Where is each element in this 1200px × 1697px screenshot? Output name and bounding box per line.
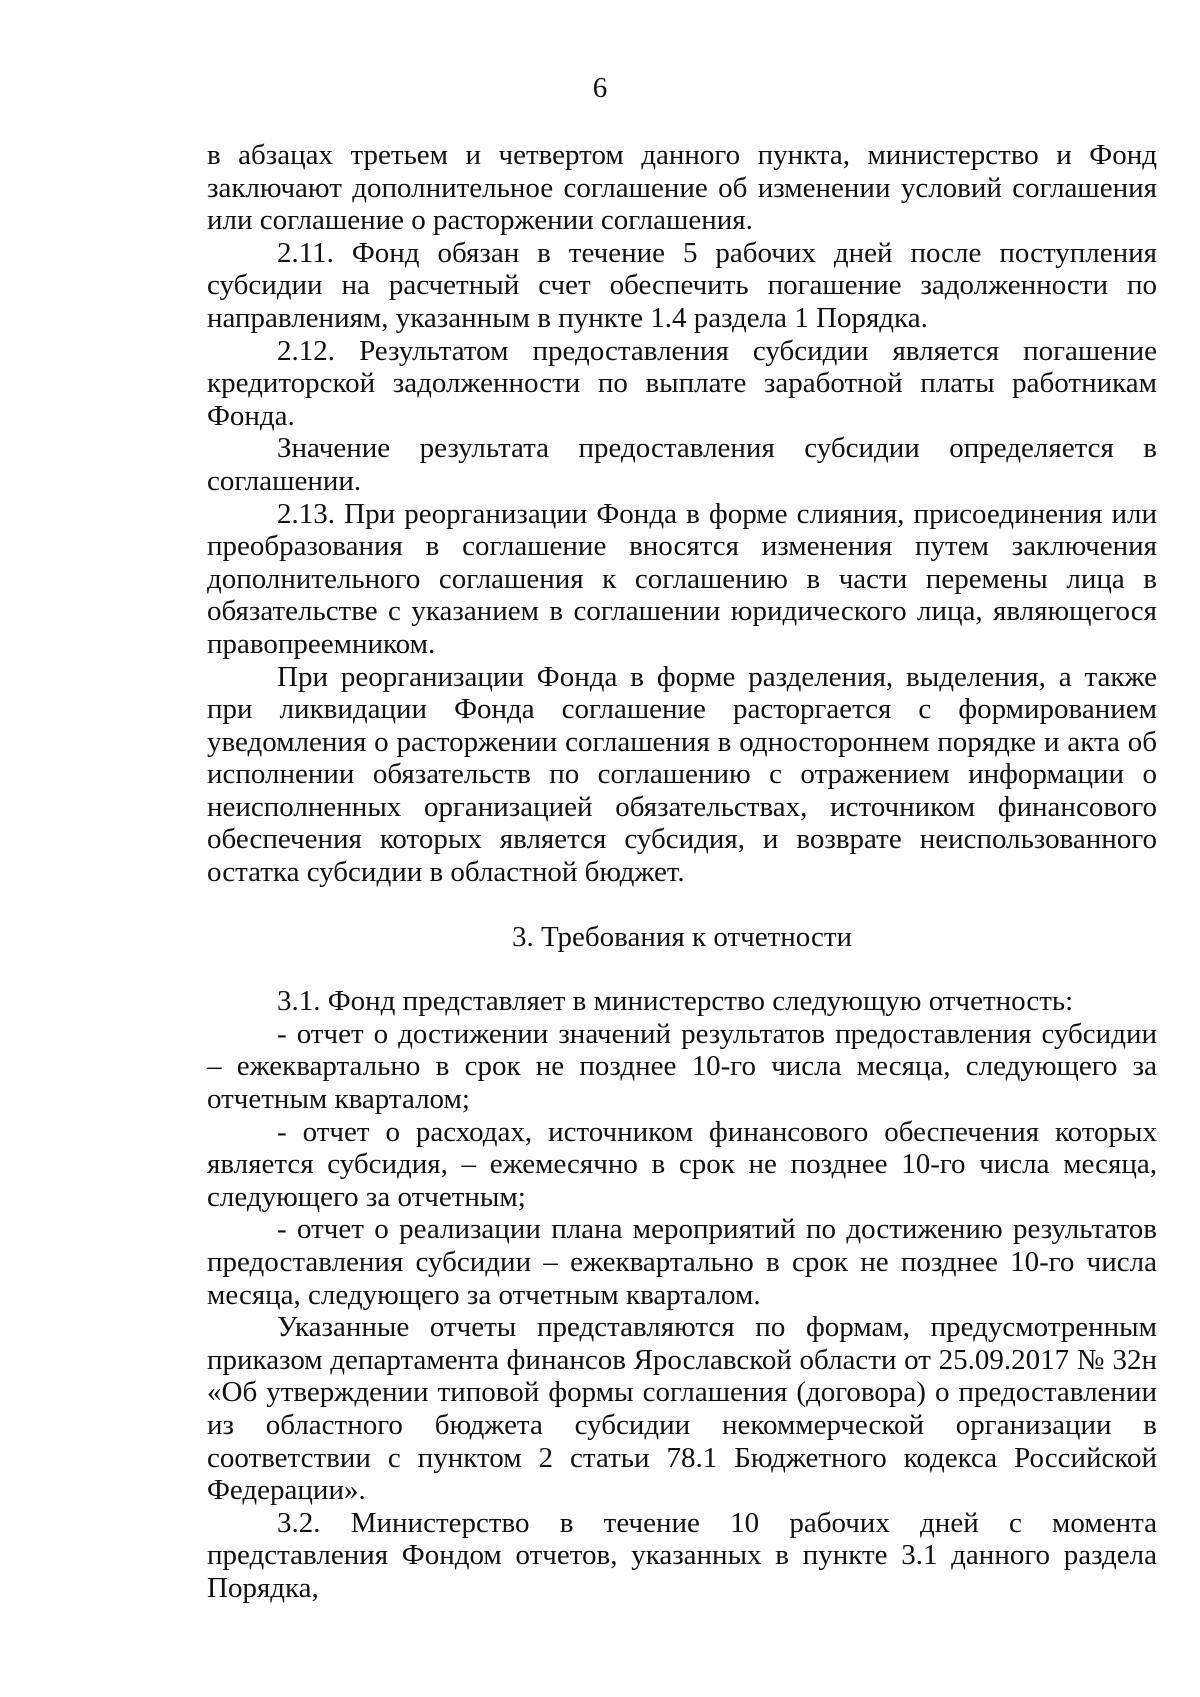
document-body [207, 139, 1157, 1605]
paragraph: 2.12. Результатом предоставления субсидии является погашение кредиторской задолженности по выплате заработной платы работникам Фонда. [207, 334, 1157, 432]
paragraph: При реорганизации Фонда в форме разделения, выделения, а также при ликвидации Фонда соглашение расторгается с формированием уведомления о расторжении соглашения в одностороннем порядке и акта об исполнении обязательств по соглашению с отражением информации о неисполненных организацией обязательствах, источником финансового обеспечения которых является субсидия, и возврате неиспользованного остатка субсидии в областной бюджет. [207, 660, 1157, 889]
paragraph: - отчет о расходах, источником финансового обеспечения которых является субсидия, – ежемесячно в срок не позднее 10-го числа месяца, следующего за отчетным; [207, 1115, 1157, 1213]
paragraph: Указанные отчеты представляются по формам, предусмотренным приказом департамента финансов Ярославской области от 25.09.2017 № 32н «Об утверждении типовой формы соглашения (договора) о предоставлении из областного бюджета субсидии некоммерческой организации в соответствии с пунктом 2 статьи 78.1 Бюджетного кодекса Российской Федерации». [207, 1311, 1157, 1507]
paragraph: 2.11. Фонд обязан в течение 5 рабочих дней после поступления субсидии на расчетный счет обеспечить погашение задолженности по направлениям, указанным в пункте 1.4 раздела 1 Порядка. [207, 236, 1157, 334]
paragraph: Значение результата предоставления субсидии определяется в соглашении. [207, 432, 1157, 497]
paragraph-group-before [207, 139, 1157, 889]
page-number: 6 [592, 72, 608, 104]
paragraph: 3.1. Фонд представляет в министерство следующую отчетность: [277, 985, 1074, 1018]
paragraph-group-after [207, 985, 1157, 1604]
paragraph: - отчет о достижении значений результатов предоставления субсидии – ежеквартально в срок не позднее 10-го числа месяца, следующего за отчетным кварталом; [207, 1017, 1157, 1116]
paragraph: 3.2. Министерство в течение 10 рабочих дней с момента представления Фондом отчетов, указанных в пункте 3.1 данного раздела Порядка, [207, 1506, 1157, 1604]
paragraph: в абзацах третьем и четвертом данного пункта, министерство и Фонд заключают дополнительное соглашение об изменении условий соглашения или соглашение о расторжении соглашения. [207, 139, 1157, 237]
section-heading: 3. Требования к отчетности [511, 920, 853, 953]
paragraph: 2.13. При реорганизации Фонда в форме слияния, присоединения или преобразования в соглашение вносятся изменения путем заключения дополнительного соглашения к соглашению в части перемены лица в обязательстве с указанием в соглашении юридического лица, являющегося правопреемником. [207, 497, 1157, 660]
paragraph: - отчет о реализации плана мероприятий по достижению результатов предоставления субсидии – ежеквартально в срок не позднее 10-го числа месяца, следующего за отчетным кварталом. [207, 1213, 1157, 1311]
